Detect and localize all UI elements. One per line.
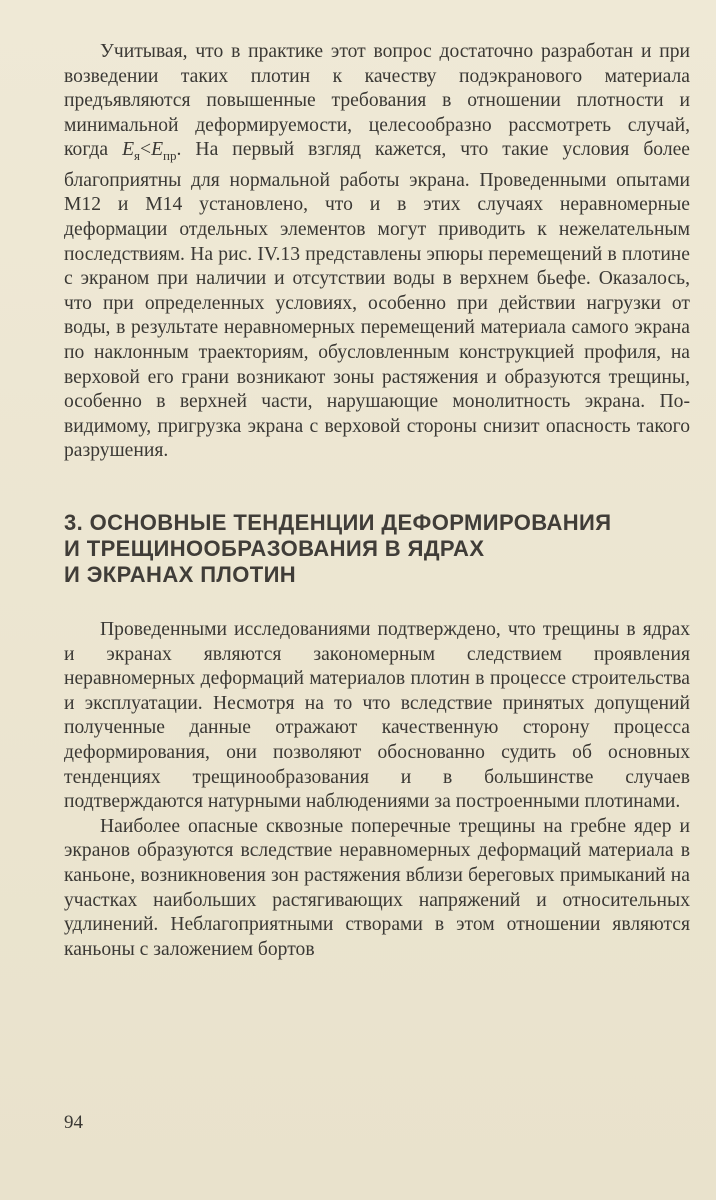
paragraph-text: Учитывая, что в практике этот вопрос достаточно разработан и при возведении таких плотин к качеству подэкранового материала предъявляются повышенные требования в отношении плотности и минимальной деформируемости, целесообразно рассмотреть случай, когда [64,41,690,161]
subscript-screen: я [134,148,141,164]
paragraph-research-confirmed: Проведенными исследованиями подтверждено, что трещины в ядрах и экранах являются закономерным следствием проявления неравномерных деформаций материалов плотин в процессе строительства и эксплуатации. Несмотря на то что вследствие принятых допущений полученные данные отражают качественную сторону процесса деформирования, они позволяют обоснованно судить об основных тенденциях трещинообразования и в большинстве случаев подтверждаются натурными наблюдениями за построенными плотинами. [64,619,690,813]
less-than-sign: < [140,139,152,161]
section-heading-line-2: И ТРЕЩИНООБРАЗОВАНИЯ В ЯДРАХ [64,536,485,561]
paragraph-text-continued: . На первый взгляд кажется, что такие условия более благоприятны для нормальной работы экрана. Проведенными опытами М12 и М14 установлено, что и в этих случаях неравномерные деформации отдельных элементов могут приводить к нежелательным последствиям. На рис. IV.13 представлены эпюры перемещений в плотине с экраном при наличии и отсутствии воды в верхнем бьефе. Оказалось, что при определенных условиях, особенно при действии нагрузки от воды, в результате неравномерных перемещений материала самого экрана по наклонным траекториям, обусловленным конструкцией профиля, на верховой его грани возникают зоны растяжения и образуются трещины, особенно в верхней части, нарушающие монолитность экрана. По-видимому, пригрузка экрана с верховой стороны снизит опасность такого разрушения. [64,139,690,462]
modulus-symbol-transition: E [151,139,164,161]
paragraph-dangerous-cracks: Наиболее опасные сквозные поперечные трещины на гребне ядер и экранов образуются вследствие неравномерных деформаций материала в каньоне, возникновения зон растяжения вблизи береговых примыканий на участках наибольших растягивающих напряжений и относительных удлинений. Неблагоприятными створами в этом отношении являются каньоны с заложением бортов [64,815,690,960]
page-number: 94 [64,1112,83,1133]
modulus-symbol-screen: E [122,139,135,161]
section-heading-line-1: 3. ОСНОВНЫЕ ТЕНДЕНЦИИ ДЕФОРМИРОВАНИЯ [64,510,612,535]
section-heading [64,510,690,588]
paragraph-screen-deformation [64,40,690,464]
section-heading-line-3: И ЭКРАНАХ ПЛОТИН [64,562,297,587]
section-body [64,618,690,962]
subscript-transition: пр [163,148,177,164]
